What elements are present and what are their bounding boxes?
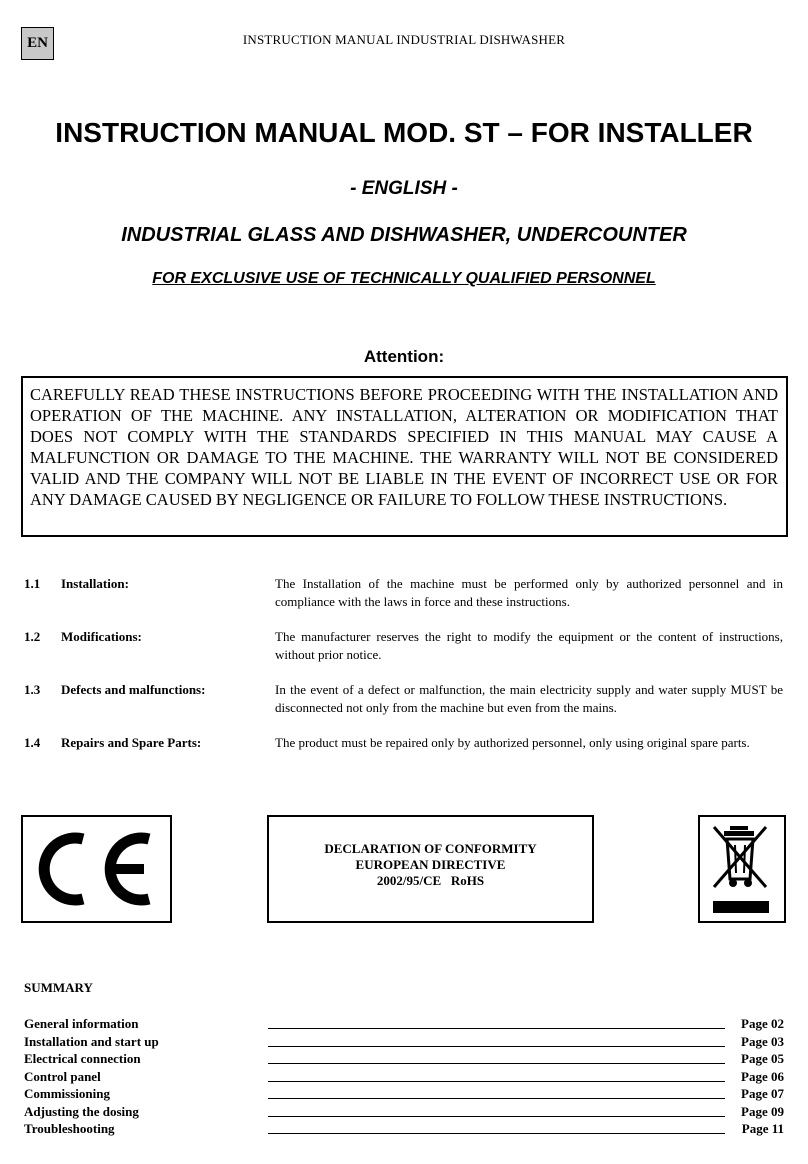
language-line: - ENGLISH - <box>350 178 458 199</box>
product-subtitle: INDUSTRIAL GLASS AND DISHWASHER, UNDERCOUNTER <box>121 224 687 246</box>
toc-leader-line <box>268 1063 725 1064</box>
toc-leader-line <box>268 1081 725 1082</box>
toc-page: Page 07 <box>741 1086 784 1101</box>
toc-label: Control panel <box>24 1068 101 1084</box>
section-number: 1.1 <box>24 576 41 591</box>
page-title: INSTRUCTION MANUAL MOD. ST – FOR INSTALLER <box>55 117 753 148</box>
toc-label: General information <box>24 1016 139 1031</box>
section-number: 1.2 <box>24 629 41 644</box>
toc-page: Page 03 <box>741 1033 784 1049</box>
section-row <box>24 575 784 628</box>
section-text: The Installation of the machine must be performed only by authorized personnel and in compliance with the laws in force and these instructions. <box>275 576 783 609</box>
section-number: 1.4 <box>24 735 41 750</box>
toc-leader-line <box>268 1098 725 1099</box>
section-text: In the event of a defect or malfunction, the main electricity supply and water supply MUST be disconnected not only from the machine but even from the mains. <box>275 682 783 715</box>
language-badge: EN <box>21 27 54 60</box>
toc-label: Installation and start up <box>24 1033 159 1049</box>
table-of-contents <box>24 1015 784 1138</box>
section-row <box>24 628 784 681</box>
ce-mark-icon <box>23 817 170 921</box>
conformity-line-2: EUROPEAN DIRECTIVE <box>355 857 506 872</box>
weee-symbol-box <box>698 815 786 923</box>
toc-leader-line <box>268 1133 725 1134</box>
toc-row <box>24 1103 784 1121</box>
toc-leader-line <box>268 1116 725 1117</box>
section-title: Defects and malfunctions: <box>61 682 206 697</box>
restriction-notice: FOR EXCLUSIVE USE OF TECHNICALLY QUALIFIED PERSONNEL <box>152 270 656 287</box>
toc-leader-line <box>268 1046 725 1047</box>
toc-row <box>24 1015 784 1033</box>
toc-page: Page 06 <box>741 1068 784 1084</box>
toc-label: Troubleshooting <box>24 1121 115 1136</box>
section-text: The product must be repaired only by authorized personnel, only using original spare parts. <box>275 735 750 750</box>
conformity-line-1: DECLARATION OF CONFORMITY <box>324 841 537 856</box>
section-title: Modifications: <box>61 629 142 644</box>
toc-row <box>24 1050 784 1068</box>
attention-label: Attention: <box>363 347 445 366</box>
toc-row <box>24 1085 784 1103</box>
toc-leader-line <box>268 1028 725 1029</box>
toc-label: Commissioning <box>24 1086 110 1101</box>
toc-label: Adjusting the dosing <box>24 1103 139 1119</box>
sections-list <box>24 575 784 787</box>
section-title: Repairs and Spare Parts: <box>61 735 202 750</box>
running-header: INSTRUCTION MANUAL INDUSTRIAL DISHWASHER <box>242 32 566 47</box>
warning-text: CAREFULLY READ THESE INSTRUCTIONS BEFORE PROCEEDING WITH THE INSTALLATION AND OPERATION OF THE MACHINE. ANY INSTALLATION, ALTERATION OR MODIFICATION THAT DOES NOT COMPLY WITH THE STANDARDS SPECIFIED IN THIS MANUAL MAY CAUSE A MALFUNCTION OR DAMAGE TO THE MACHINE. THE WARRANTY WILL NOT BE CONSIDERED VALID AND THE COMPANY WILL NOT BE LIABLE IN THE EVENT OF INCORRECT USE OR FOR ANY DAMAGE CAUSED BY NEGLIGENCE OR FAILURE TO FOLLOW THESE INSTRUCTIONS. <box>30 385 778 509</box>
conformity-line-3: 2002/95/CE RoHS <box>376 873 485 888</box>
section-row <box>24 681 784 734</box>
summary-title: SUMMARY <box>24 980 93 995</box>
ce-mark-box <box>21 815 172 923</box>
toc-page: Page 09 <box>741 1103 784 1119</box>
toc-label: Electrical connection <box>24 1051 141 1066</box>
toc-row <box>24 1033 784 1051</box>
warning-box <box>21 376 788 537</box>
section-title: Installation: <box>61 576 129 591</box>
conformity-declaration <box>267 815 594 923</box>
section-row <box>24 734 784 787</box>
toc-page: Page 05 <box>741 1051 784 1066</box>
crossed-bin-icon <box>700 817 784 921</box>
toc-row <box>24 1068 784 1086</box>
toc-row <box>24 1120 784 1138</box>
section-text: The manufacturer reserves the right to modify the equipment or the content of instructions, without prior notice. <box>275 629 783 662</box>
toc-page: Page 02 <box>741 1016 784 1031</box>
section-number: 1.3 <box>24 682 41 697</box>
toc-page: Page 11 <box>741 1121 784 1136</box>
